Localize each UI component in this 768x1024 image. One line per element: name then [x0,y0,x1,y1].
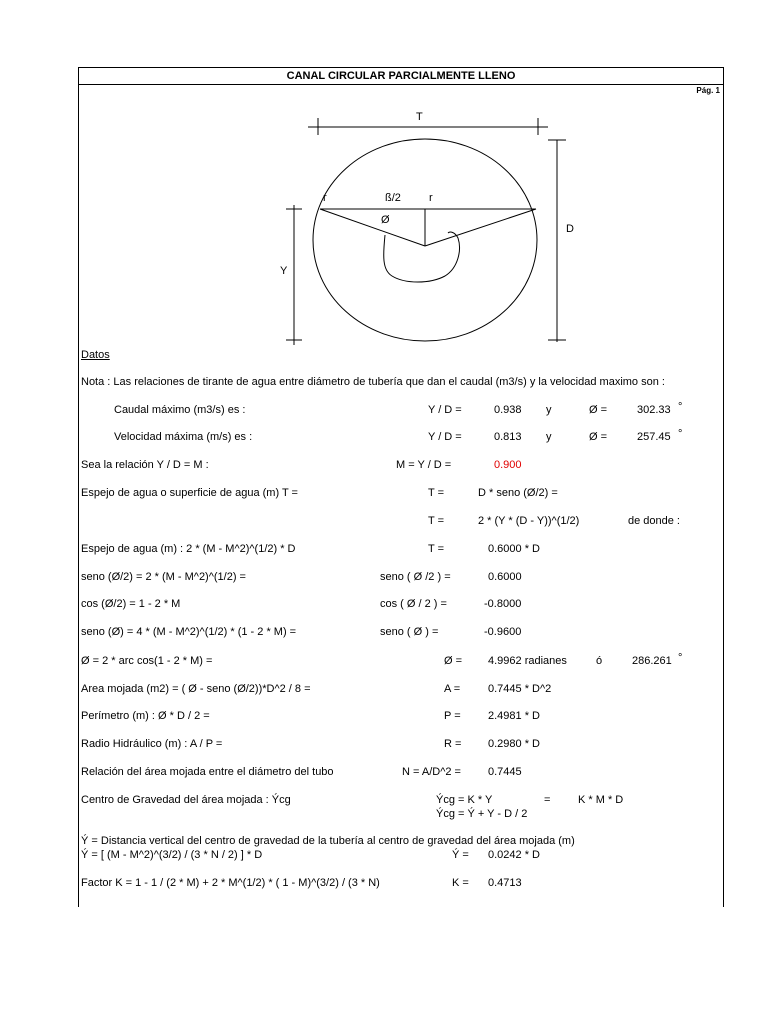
label-beta-half: ß/2 [385,192,401,204]
relacion-value: 0.900 [494,459,522,471]
relacion-area-label: Relación del área mojada entre el diámetro del tubo [81,766,334,778]
centro-rel1: Ýcg = K * Y [436,794,493,806]
centro-value1: K * M * D [578,794,624,806]
seno-half-value: 0.6000 [488,571,522,583]
centro-eq: = [544,794,551,806]
espejo1-label: Espejo de agua o superficie de agua (m) T = [81,487,298,499]
espejo2-rel: T = [428,515,445,527]
section-datos: Datos [81,349,110,361]
cos-half-rel: cos ( Ø / 2 ) = [380,598,447,610]
ydist-line2: Ý = [ (M - M^2)^(3/2) / (3 * N / 2) ] * D [81,849,263,861]
relacion-label: Sea la relación Y / D = M : [81,459,209,471]
label-r-right: r [429,192,433,204]
page-number: Pág. 1 [696,86,720,95]
sheet-title: CANAL CIRCULAR PARCIALMENTE LLENO [79,68,723,85]
relacion-area-rel: N = A/D^2 = [402,766,461,778]
label-D: D [566,223,574,235]
seno-half-label: seno (Ø/2) = 2 * (M - M^2)^(1/2) = [81,571,246,583]
perimetro-value: 2.4981 * D [488,710,540,722]
caudal-label: Caudal máximo (m3/s) es : [114,404,246,416]
caudal-deg: ° [678,401,683,413]
velocidad-label: Velocidad máxima (m/s) es : [114,431,253,443]
centro-label: Centro de Gravedad del área mojada : Ýcg [81,794,291,806]
ydist-value: 0.0242 * D [488,849,540,861]
nota-text: Nota : Las relaciones de tirante de agua entre diámetro de tubería que dan el caudal (m3/s) y la velocidad maximo son : [81,376,665,388]
area-value: 0.7445 * D^2 [488,683,552,695]
velocidad-rel: Y / D = [428,431,462,443]
cos-half-value: -0.8000 [484,598,522,610]
caudal-rel: Y / D = [428,404,462,416]
velocidad-value: 0.813 [494,431,522,443]
cos-half-label: cos (Ø/2) = 1 - 2 * M [81,598,181,610]
espejo1-rel: T = [428,487,445,499]
relacion-area-value: 0.7445 [488,766,522,778]
espejo3-value: 0.6000 * D [488,543,540,555]
area-label: Area mojada (m2) = ( Ø - seno (Ø/2))*D^2 / 8 = [81,683,311,695]
label-Y: Y [280,265,288,277]
seno-full-label: seno (Ø) = 4 * (M - M^2)^(1/2) * (1 - 2 * M) = [81,626,297,638]
seno-full-rel: seno ( Ø ) = [380,626,439,638]
relacion-rel: M = Y / D = [396,459,452,471]
radio-value: 0.2980 * D [488,738,540,750]
area-rel: A = [444,683,461,695]
phi-o: ó [596,655,603,667]
caudal-angle: 302.33 [637,404,671,416]
velocidad-angle: 257.45 [637,431,671,443]
caudal-y: y [546,404,552,416]
seno-half-rel: seno ( Ø /2 ) = [380,571,451,583]
phi-rel: Ø = [444,655,463,667]
label-phi: Ø [381,214,390,226]
perimetro-rel: P = [444,710,461,722]
espejo1-value: D * seno (Ø/2) = [478,487,558,499]
velocidad-y: y [546,431,552,443]
factor-label: Factor K = 1 - 1 / (2 * M) + 2 * M^(1/2) * ( 1 - M)^(3/2) / (3 * N) [81,877,380,889]
espejo2-note: de donde : [628,515,680,527]
seno-full-value: -0.9600 [484,626,522,638]
velocidad-deg: ° [678,428,683,440]
velocidad-phi: Ø = [589,431,608,443]
perimetro-label: Perímetro (m) : Ø * D / 2 = [81,710,210,722]
ydist-rel: Ý = [452,849,469,861]
label-T: T [416,111,423,123]
centro-rel2: Ýcg = Ý + Y - D / 2 [436,808,528,820]
factor-value: 0.4713 [488,877,522,889]
espejo3-rel: T = [428,543,445,555]
phi-label: Ø = 2 * arc cos(1 - 2 * M) = [81,655,213,667]
phi-value: 4.9962 radianes [488,655,567,667]
label-r-left: r [323,192,327,204]
radio-label: Radio Hidráulico (m) : A / P = [81,738,223,750]
ydist-line1: Ý = Distancia vertical del centro de gravedad de la tubería al centro de gravedad del área mojada (m) [81,835,575,847]
espejo3-label: Espejo de agua (m) : 2 * (M - M^2)^(1/2) * D [81,543,296,555]
phi-degrees: 286.261 [632,655,672,667]
radio-rel: R = [444,738,462,750]
caudal-value: 0.938 [494,404,522,416]
factor-rel: K = [452,877,469,889]
phi-deg: ° [678,652,683,664]
espejo2-value: 2 * (Y * (D - Y))^(1/2) [478,515,580,527]
caudal-phi: Ø = [589,404,608,416]
